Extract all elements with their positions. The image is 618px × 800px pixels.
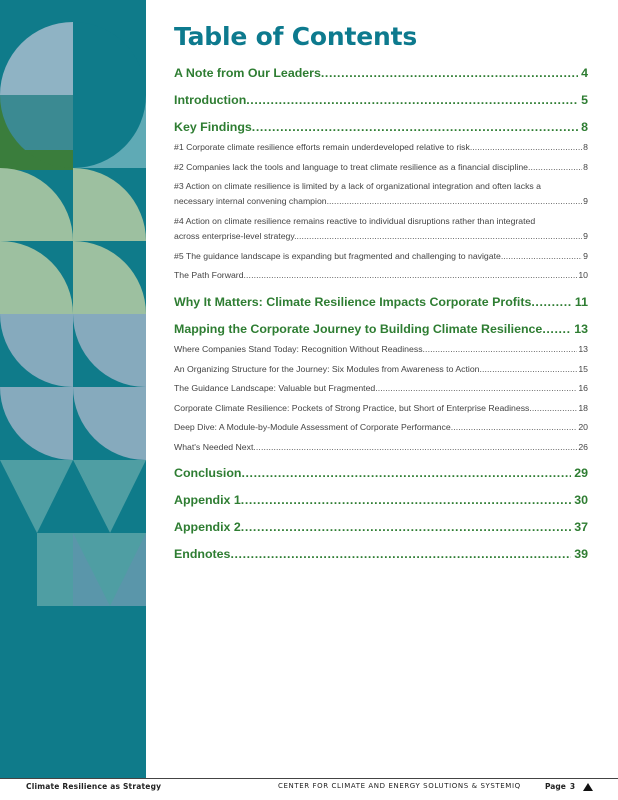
leader-dots	[241, 466, 571, 480]
leader-dots	[241, 520, 571, 534]
toc-entry-label: #2 Companies lack the tools and language to treat climate resilience as a financial discipline	[174, 162, 528, 172]
leader-dots	[321, 66, 578, 80]
toc-entry-label: Deep Dive: A Module-by-Module Assessment of Corporate Performance	[174, 422, 451, 432]
toc-entry-page: 8	[581, 120, 588, 134]
toc-entry-label: Introduction	[174, 93, 247, 107]
toc-entry-page: 26	[578, 442, 588, 452]
toc-entry-label: An Organizing Structure for the Journey: Six Modules from Awareness to Action	[174, 364, 480, 374]
toc-entry[interactable]	[174, 520, 588, 534]
toc-entry-page: 5	[581, 93, 588, 107]
leader-dots	[246, 93, 578, 107]
toc-entry-label: #5 The guidance landscape is expanding but fragmented and challenging to navigate.	[174, 251, 504, 261]
leader-dots	[329, 196, 582, 206]
toc-entry-page: 13	[578, 344, 588, 354]
toc-entry-label: Appendix 1	[174, 493, 241, 507]
leader-dots	[542, 322, 571, 336]
leader-dots	[451, 422, 578, 432]
toc-entry-page: 30	[574, 493, 588, 507]
leader-dots	[503, 251, 582, 261]
toc-entry-label: Conclusion	[174, 466, 242, 480]
footer-page-number: 3	[569, 782, 576, 791]
footer-publisher: CENTER FOR CLIMATE AND ENERGY SOLUTIONS & SYSTEMIQ	[278, 782, 521, 790]
leader-dots	[423, 344, 578, 354]
toc-entry-page: 10	[578, 270, 588, 280]
triangle-up-icon[interactable]	[583, 783, 593, 791]
toc-entry-label: A Note from Our Leaders	[174, 66, 321, 80]
toc-entry[interactable]	[174, 120, 588, 134]
toc-entry-page: 16	[578, 383, 588, 393]
geometric-pattern	[0, 0, 146, 778]
toc-entry-page: 37	[574, 520, 588, 534]
leader-dots	[375, 383, 577, 393]
toc-entry[interactable]	[174, 295, 588, 309]
toc-entry-page: 39	[574, 547, 588, 561]
toc-subentry[interactable]	[174, 422, 588, 432]
toc-entry-page: 4	[581, 66, 588, 80]
toc-entry-label: Corporate Climate Resilience: Pockets of Strong Practice, but Short of Enterprise Readiness	[174, 403, 530, 413]
toc-entry-page: 29	[574, 466, 588, 480]
leader-dots	[531, 295, 572, 309]
footer-page-indicator	[545, 782, 593, 791]
toc-subentry[interactable]	[174, 383, 588, 393]
page-title: Table of Contents	[174, 22, 418, 51]
decorative-sidebar	[0, 0, 146, 778]
toc-entry-label: Mapping the Corporate Journey to Building Climate Resilience	[174, 322, 543, 336]
leader-dots	[529, 403, 577, 413]
toc-entry-page: 15	[578, 364, 588, 374]
toc-entry-page: 13	[574, 322, 588, 336]
toc-subentry[interactable]	[174, 344, 588, 354]
leader-dots	[480, 364, 578, 374]
leader-dots	[244, 270, 578, 280]
footer-page-label: Page	[545, 782, 566, 791]
toc-entry-page: 18	[578, 403, 588, 413]
toc-entry-label: Endnotes	[174, 547, 231, 561]
toc-entry-page: 9	[583, 231, 588, 241]
leader-dots	[528, 162, 582, 172]
toc-entry[interactable]	[174, 322, 588, 336]
toc-entry-label: Where Companies Stand Today: Recognition Without Readiness	[174, 344, 423, 354]
toc-subentry[interactable]	[174, 442, 588, 452]
toc-entry-label: What's Needed Next	[174, 442, 254, 452]
toc-subentry-line1: #4 Action on climate resilience remains reactive to individual disruptions rather than integrated	[174, 216, 536, 226]
toc-entry-label: across enterprise-level strategy.	[174, 231, 297, 241]
toc-entry-page: 9	[583, 196, 588, 206]
toc-entry-label: The Path Forward	[174, 270, 244, 280]
toc-entry-label: Key Findings	[174, 120, 252, 134]
toc-subentry[interactable]	[174, 231, 588, 241]
toc-entry-label: The Guidance Landscape: Valuable but Fragmented	[174, 383, 376, 393]
leader-dots	[296, 231, 582, 241]
leader-dots	[252, 120, 578, 134]
toc-entry-label: #1 Corporate climate resilience efforts remain underdeveloped relative to risk.	[174, 142, 473, 152]
leader-dots	[253, 442, 577, 452]
toc-subentry[interactable]	[174, 270, 588, 280]
toc-subentry[interactable]	[174, 251, 588, 261]
toc-subentry-line1: #3 Action on climate resilience is limited by a lack of organizational integration and often lacks a	[174, 181, 542, 191]
footer-divider	[0, 778, 618, 779]
leader-dots	[241, 493, 571, 507]
toc-entry-label: Appendix 2	[174, 520, 241, 534]
toc-entry[interactable]	[174, 547, 588, 561]
toc-subentry[interactable]	[174, 196, 588, 206]
toc-subentry[interactable]	[174, 142, 588, 152]
toc-entry[interactable]	[174, 66, 588, 80]
toc-entry-page: 8	[583, 142, 588, 152]
toc-entry[interactable]	[174, 93, 588, 107]
leader-dots	[230, 547, 571, 561]
toc-entry-label: Why It Matters: Climate Resilience Impacts Corporate Profits	[174, 295, 532, 309]
toc-entry-page: 9	[583, 251, 588, 261]
toc-subentry[interactable]	[174, 403, 588, 413]
toc-entry-page: 20	[578, 422, 588, 432]
leader-dots	[472, 142, 582, 152]
footer-report-title: Climate Resilience as Strategy	[26, 782, 162, 791]
toc-subentry[interactable]	[174, 162, 588, 172]
toc-entry-page: 11	[574, 295, 588, 309]
toc-entry-page: 8	[583, 162, 588, 172]
toc-entry[interactable]	[174, 493, 588, 507]
toc-entry[interactable]	[174, 466, 588, 480]
toc-entry-label: necessary internal convening champion.	[174, 196, 330, 206]
toc-subentry[interactable]	[174, 364, 588, 374]
